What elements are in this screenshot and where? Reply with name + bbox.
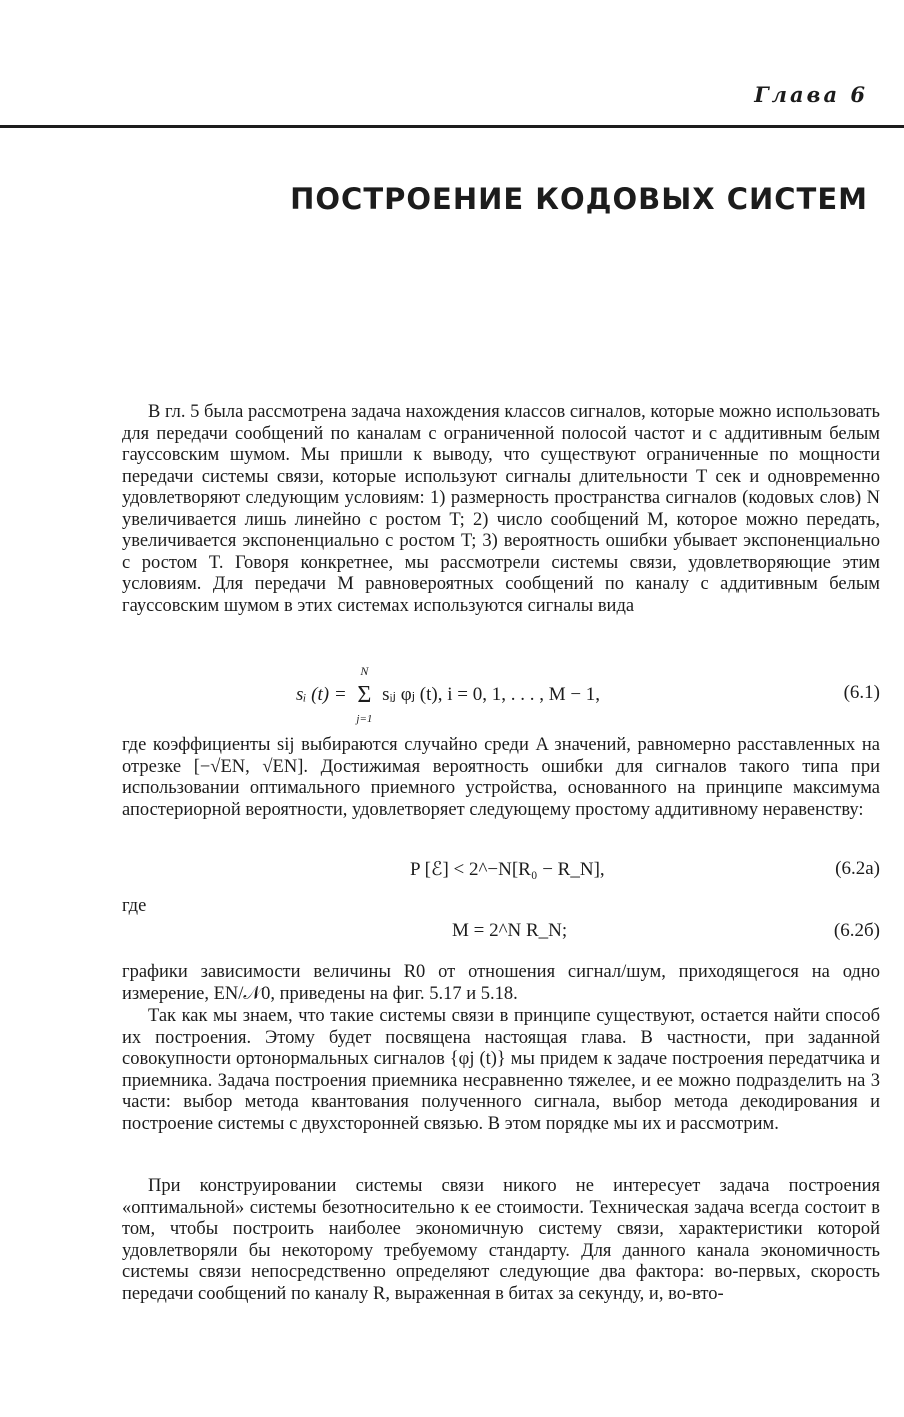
paragraph-coefficients: где коэффициенты sij выбираются случайно среди A значений, равномерно расставленных на отрезке [−√EN, √EN]. Достижимая вероятность ошибки для сигналов такого типа при использовании оптимального приемного устройства, основанного на принципе максимума апостериорной вероятности, удовлетворяет следующему простому аддитивному неравенству: — [122, 735, 880, 820]
paragraph-intro: В гл. 5 была рассмотрена задача нахождения классов сигналов, которые можно использовать для передачи сообщений по каналам с ограниченной полосой частот и с аддитивным белым гауссовским шумом. Мы пришли к выводу, что существуют ограниченные по мощности передачи системы связи, которые используют сигналы длительности T сек и одновременно удовлетворяют следующим условиям: 1) размерность пространства сигналов (кодовых слов) N увеличивается лишь линейно с ростом T; 2) число сообщений M, которое можно передать, увеличивается экспоненциально с ростом T; 3) вероятность ошибки убывает экспоненциально с ростом T. Говоря конкретнее, мы рассмотрели системы связи, удовлетворяющие этим условиям. Для передачи M равновероятных сообщений по каналу с аддитивным белым гауссовским шумом в этих системах используются сигналы вида — [122, 402, 880, 616]
equation-6-1 — [122, 664, 880, 725]
equation-lhs: sᵢ (t) = — [296, 683, 347, 705]
sigma-symbol: Σ — [357, 682, 372, 708]
paragraph-graphs: графики зависимости величины R0 от отношения сигнал/шум, приходящегося на одно измерение, EN/𝒩0, приведены на фиг. 5.17 и 5.18. — [122, 962, 880, 1004]
header-rule — [0, 125, 904, 128]
equation-6-2b — [122, 918, 880, 958]
sum-lower-limit: j=1 — [356, 713, 373, 725]
equation-rhs: sᵢⱼ φⱼ (t), i = 0, 1, . . . , M − 1, — [382, 683, 601, 705]
summation-sign — [351, 664, 377, 725]
equation-number: (6.2a) — [835, 858, 880, 879]
sum-upper-limit: N — [360, 664, 369, 678]
where-word: где — [122, 896, 147, 916]
equation-number: (6.1) — [843, 682, 880, 703]
equation-6-2a — [122, 856, 880, 896]
equation-number: (6.2б) — [833, 920, 880, 941]
paragraph-design: При конструировании системы связи никого не интересует задача построения «оптимальной» системы безотносительно к ее стоимости. Техническая задача всегда состоит в том, чтобы построить наиболее экономичную систему связи, характеристики которой удовлетворяли бы некоторому требуемому стандарту. Для данного канала экономичность системы связи непосредственно определяют следующие два фактора: во-первых, скорость передачи сообщений по каналу R, выраженная в битах за секунду, и, во-вто- — [122, 1176, 880, 1304]
chapter-label: Глава 6 — [754, 82, 868, 107]
equation-body: M = 2^N R_N; — [452, 920, 568, 941]
chapter-title: ПОСТРОЕНИЕ КОДОВЫХ СИСТЕМ — [290, 182, 868, 216]
paragraph-construction: Так как мы знаем, что такие системы связи в принципе существуют, остается найти способ их построения. Этому будет посвящена настоящая глава. В частности, при заданной совокупности ортонормальных сигналов {φj (t)} мы придем к задаче построения передатчика и приемника. Задача построения приемника несравненно тяжелее, и ее можно подразделить на 3 части: выбор метода квантования полученного сигнала, выбор метода декодирования и построение системы с двухсторонней связью. В этом порядке мы их и рассмотрим. — [122, 1006, 880, 1134]
equation-body: P [ℰ] < 2^−N[R₀ − R_N], — [410, 859, 605, 880]
